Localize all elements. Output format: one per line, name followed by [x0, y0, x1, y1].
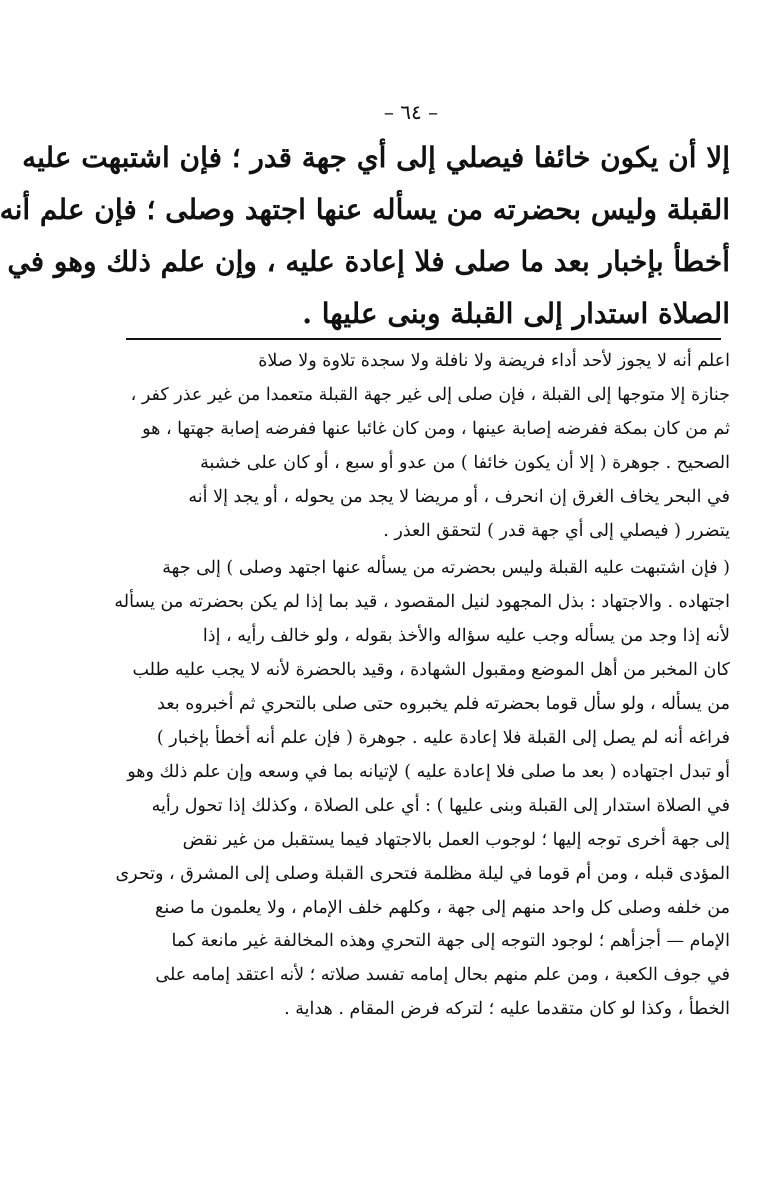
- commentary-line: كان المخبر من أهل الموضع ومقبول الشهادة ، وقيد بالحضرة لأنه لا يجب عليه طلب: [132, 660, 730, 681]
- main-text-line: القبلة وليس بحضرته من يسأله عنها اجتهد وصلى ؛ فإن علم أنه: [0, 193, 730, 226]
- commentary-line: جنازة إلا متوجها إلى القبلة ، فإن صلى إلى غير جهة القبلة متعمدا من غير عذر كفر ،: [130, 384, 730, 405]
- commentary-line: الصحيح . جوهرة ( إلا أن يكون خائفا ) من عدو أو سبع ، أو كان على خشبة: [200, 452, 730, 473]
- commentary-line: اعلم أنه لا يجوز لأحد أداء فريضة ولا نافلة ولا سجدة تلاوة ولا صلاة: [258, 351, 730, 371]
- commentary-line: يتضرر ( فيصلي إلى أي جهة قدر ) لتحقق العذر .: [383, 520, 730, 541]
- commentary-line: الإمام — أجزأهم ؛ لوجود التوجه إلى جهة التحري وهذه المخالفة غير مانعة كما: [171, 931, 730, 952]
- main-text-line: إلا أن يكون خائفا فيصلي إلى أي جهة قدر ؛ فإن اشتبهت عليه: [22, 141, 730, 174]
- commentary-line: من خلفه وصلى كل واحد منهم إلى جهة ، وكلهم خلف الإمام ، ولا يعلمون ما صنع: [155, 897, 730, 918]
- commentary-block: [86, 345, 730, 1027]
- main-text-block: [0, 132, 730, 340]
- page-number: – ٦٤ –: [383, 100, 439, 124]
- commentary-line: ثم من كان بمكة ففرضه إصابة عينها ، ومن كان غائبا عنها ففرضه إصابة جهتها ، هو: [142, 418, 730, 439]
- commentary-line: في الصلاة استدار إلى القبلة وبنى عليها ) : أي على الصلاة ، وكذلك إذا تحول رأيه: [151, 795, 730, 816]
- commentary-line: الخطأ ، وكذا لو كان متقدما عليه ؛ لتركه فرض المقام . هداية .: [284, 999, 730, 1020]
- commentary-line: في البحر يخاف الغرق إن انحرف ، أو مريضا لا يجد من يحوله ، أو يجد إلا أنه: [188, 486, 730, 507]
- main-text-line: أخطأ بإخبار بعد ما صلى فلا إعادة عليه ، وإن علم ذلك وهو في: [7, 245, 730, 278]
- commentary-line: إلى جهة أخرى توجه إليها ؛ لوجوب العمل بالاجتهاد فيما يستقبل من غير نقض: [182, 829, 730, 850]
- commentary-line: المؤدى قبله ، ومن أم قوما في ليلة مظلمة فتحرى القبلة وصلى إلى المشرق ، وتحرى: [115, 863, 730, 884]
- commentary-paragraph: [86, 345, 730, 548]
- commentary-line: في جوف الكعبة ، ومن علم منهم بحال إمامه تفسد صلاته ؛ لأنه اعتقد إمامه على: [155, 965, 730, 986]
- commentary-line: ( فإن اشتبهت عليه القبلة وليس بحضرته من يسأله عنها اجتهد وصلى ) إلى جهة: [162, 558, 730, 579]
- commentary-line: من يسأله ، ولو سأل قوما بحضرته فلم يخبروه حتى صلى بالتحري ثم أخبروه بعد: [157, 694, 730, 715]
- commentary-paragraph: [86, 552, 730, 1027]
- main-text-line: الصلاة استدار إلى القبلة وبنى عليها .: [302, 297, 730, 330]
- commentary-line: أو تبدل اجتهاده ( بعد ما صلى فلا إعادة عليه ) لإتيانه بما في وسعه وإن علم ذلك وهو: [127, 761, 730, 782]
- commentary-line: فراغه أنه لم يصل إلى القبلة فلا إعادة عليه . جوهرة ( فإن علم أنه أخطأ بإخبار ): [156, 727, 730, 748]
- commentary-line: اجتهاده . والاجتهاد : بذل المجهود لنيل المقصود ، قيد بما إذا لم يكن بحضرته من يسأله: [114, 592, 730, 613]
- commentary-line: لأنه إذا وجد من يسأله وجب عليه سؤاله والأخذ بقوله ، ولو خالف رأيه ، إذا: [202, 626, 730, 647]
- text-divider: [126, 338, 721, 340]
